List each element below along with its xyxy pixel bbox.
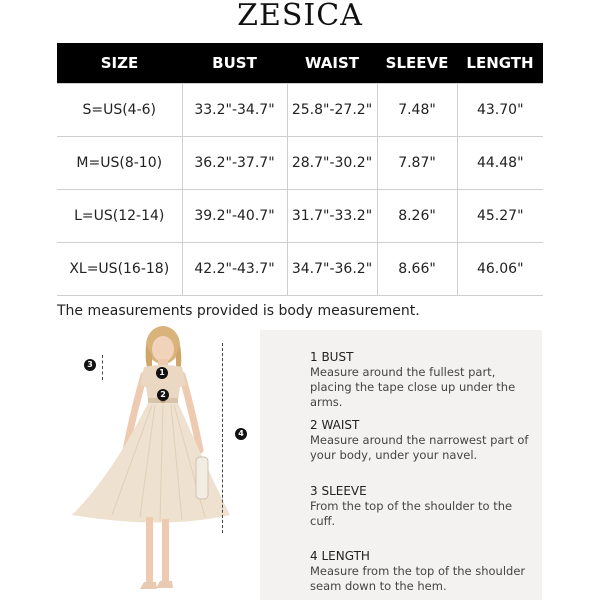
cell-length: 46.06" — [457, 243, 543, 296]
instruction-title: 3 SLEEVE — [310, 484, 367, 498]
cell-bust: 42.2"-43.7" — [182, 243, 287, 296]
cell-sleeve: 8.66" — [377, 243, 457, 296]
cell-length: 43.70" — [457, 84, 543, 137]
instruction-title: 2 WAIST — [310, 418, 360, 432]
marker-sleeve: 3 — [84, 359, 96, 371]
header-waist: WAIST — [287, 43, 377, 84]
instruction-waist — [310, 418, 530, 463]
header-sleeve: SLEEVE — [377, 43, 457, 84]
size-chart-table — [57, 43, 543, 296]
instruction-sleeve — [310, 484, 530, 529]
marker-waist: 2 — [157, 389, 169, 401]
cell-bust: 39.2"-40.7" — [182, 190, 287, 243]
cell-bust: 36.2"-37.7" — [182, 137, 287, 190]
cell-waist: 28.7"-30.2" — [287, 137, 377, 190]
instruction-desc: Measure around the narrowest part of your body, under your navel. — [310, 433, 529, 462]
instruction-length — [310, 549, 530, 594]
table-row — [57, 84, 543, 137]
measurement-note: The measurements provided is body measurement. — [57, 303, 420, 319]
cell-sleeve: 8.26" — [377, 190, 457, 243]
instruction-desc: Measure around the fullest part, placing the tape close up under the arms. — [310, 365, 516, 409]
instruction-title: 4 LENGTH — [310, 549, 370, 563]
instruction-desc: Measure from the top of the shoulder seam down to the hem. — [310, 564, 526, 593]
cell-sleeve: 7.87" — [377, 137, 457, 190]
table-row — [57, 137, 543, 190]
length-measure-line — [222, 343, 223, 533]
cell-size: M=US(8-10) — [57, 137, 182, 190]
cell-bust: 33.2"-34.7" — [182, 84, 287, 137]
cell-waist: 34.7"-36.2" — [287, 243, 377, 296]
cell-sleeve: 7.48" — [377, 84, 457, 137]
cell-length: 44.48" — [457, 137, 543, 190]
cell-size: S=US(4-6) — [57, 84, 182, 137]
instruction-title: 1 BUST — [310, 350, 354, 364]
header-bust: BUST — [182, 43, 287, 84]
table-header-row — [57, 43, 543, 84]
cell-waist: 31.7"-33.2" — [287, 190, 377, 243]
brand-logo: ZESICA — [237, 0, 363, 33]
table-row — [57, 190, 543, 243]
table-row — [57, 243, 543, 296]
cell-size: XL=US(16-18) — [57, 243, 182, 296]
header-size: SIZE — [57, 43, 182, 84]
cell-waist: 25.8"-27.2" — [287, 84, 377, 137]
model-illustration — [60, 325, 250, 600]
instruction-bust — [310, 350, 530, 410]
marker-length: 4 — [235, 428, 247, 440]
sleeve-measure-line — [102, 355, 103, 380]
cell-size: L=US(12-14) — [57, 190, 182, 243]
marker-bust: 1 — [156, 367, 168, 379]
instruction-panel — [260, 330, 542, 600]
header-length: LENGTH — [457, 43, 543, 84]
instruction-desc: From the top of the shoulder to the cuff. — [310, 499, 513, 528]
cell-length: 45.27" — [457, 190, 543, 243]
